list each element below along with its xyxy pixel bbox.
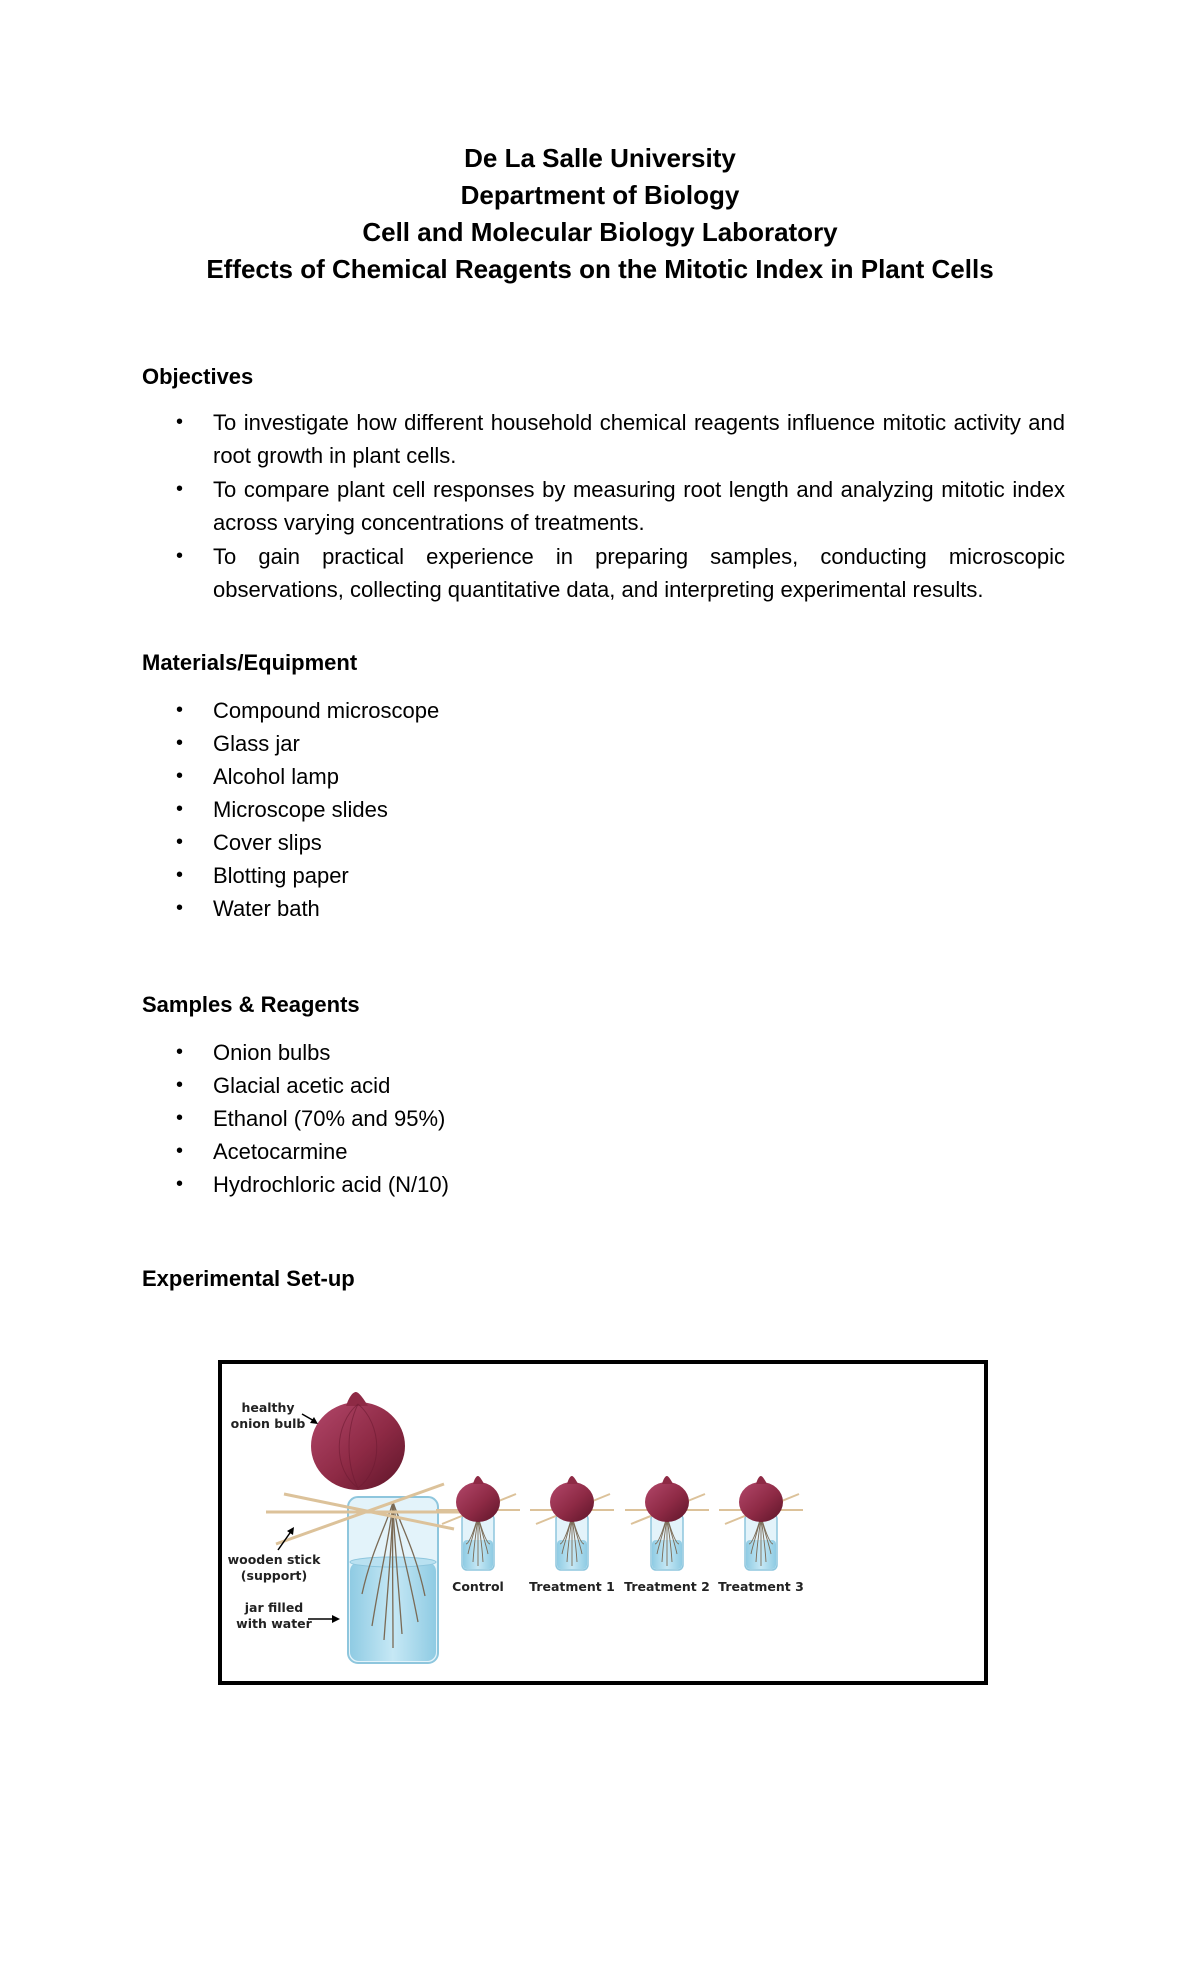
- small-onion-tip: [473, 1476, 484, 1484]
- material-item: • Blotting paper: [142, 859, 439, 892]
- small-onion-bulb: [456, 1482, 500, 1522]
- large-onion-bulb: [311, 1402, 405, 1490]
- material-item: • Compound microscope: [142, 694, 439, 727]
- document-header: [0, 140, 1200, 288]
- laboratory-name: Cell and Molecular Biology Laboratory: [362, 217, 838, 247]
- sample-item: • Glacial acetic acid: [142, 1069, 449, 1102]
- setup-illustration: [222, 1364, 984, 1681]
- callout-stick-line2: (support): [240, 1568, 308, 1583]
- small-onion-bulb: [550, 1482, 594, 1522]
- sample-item: • Ethanol (70% and 95%): [142, 1102, 449, 1135]
- materials-list: [142, 694, 439, 925]
- sample-item: • Acetocarmine: [142, 1135, 449, 1168]
- arrow-head: [287, 1527, 294, 1535]
- small-jar: [718, 1476, 804, 1594]
- small-onion-bulb: [739, 1482, 783, 1522]
- small-jars: [436, 1476, 804, 1594]
- jar-label: Control: [452, 1579, 504, 1594]
- small-onion-tip: [567, 1476, 578, 1484]
- callout-bulb-line1: healthy: [241, 1400, 295, 1415]
- jar-label: Treatment 2: [624, 1579, 710, 1594]
- small-onion-bulb: [645, 1482, 689, 1522]
- samples-heading: Samples & Reagents: [142, 992, 360, 1017]
- material-item: • Water bath: [142, 892, 439, 925]
- callout-bulb-line2: onion bulb: [230, 1416, 306, 1431]
- university-name: De La Salle University: [464, 143, 736, 173]
- large-onion-tip: [346, 1392, 368, 1406]
- small-jar: [436, 1476, 520, 1594]
- materials-heading: Materials/Equipment: [142, 650, 358, 675]
- small-jar: [624, 1476, 710, 1594]
- samples-list: [142, 1036, 449, 1201]
- jar-label: Treatment 1: [529, 1579, 615, 1594]
- setup-figure: [218, 1360, 988, 1685]
- objective-item: • To gain practical experience in preparing samples, conducting microscopic observations, collecting quantitative data, and interpreting experimental results.: [142, 540, 1065, 606]
- objectives-heading: Objectives: [142, 364, 254, 389]
- sample-item: • Onion bulbs: [142, 1036, 449, 1069]
- material-item: • Alcohol lamp: [142, 760, 439, 793]
- callout-stick-line1: wooden stick: [227, 1552, 321, 1567]
- material-item: • Glass jar: [142, 727, 439, 760]
- callout-jar-line1: jar filled: [244, 1600, 304, 1615]
- arrow-head: [310, 1417, 318, 1424]
- material-item: • Microscope slides: [142, 793, 439, 826]
- small-jar: [529, 1476, 615, 1594]
- department-name: Department of Biology: [460, 180, 740, 210]
- experiment-title: Effects of Chemical Reagents on the Mitotic Index in Plant Cells: [206, 254, 994, 284]
- objective-item: • To investigate how different household chemical reagents influence mitotic activity and root growth in plant cells.: [142, 406, 1065, 472]
- arrow-head: [332, 1615, 340, 1623]
- callout-jar-line2: with water: [236, 1616, 312, 1631]
- small-onion-tip: [756, 1476, 767, 1484]
- objectives-list: [142, 406, 1065, 607]
- setup-heading: Experimental Set-up: [142, 1266, 355, 1291]
- sample-item: • Hydrochloric acid (N/10): [142, 1168, 449, 1201]
- material-item: • Cover slips: [142, 826, 439, 859]
- small-onion-tip: [662, 1476, 673, 1484]
- objective-item: • To compare plant cell responses by measuring root length and analyzing mitotic index across varying concentrations of treatments.: [142, 473, 1065, 539]
- jar-label: Treatment 3: [718, 1579, 804, 1594]
